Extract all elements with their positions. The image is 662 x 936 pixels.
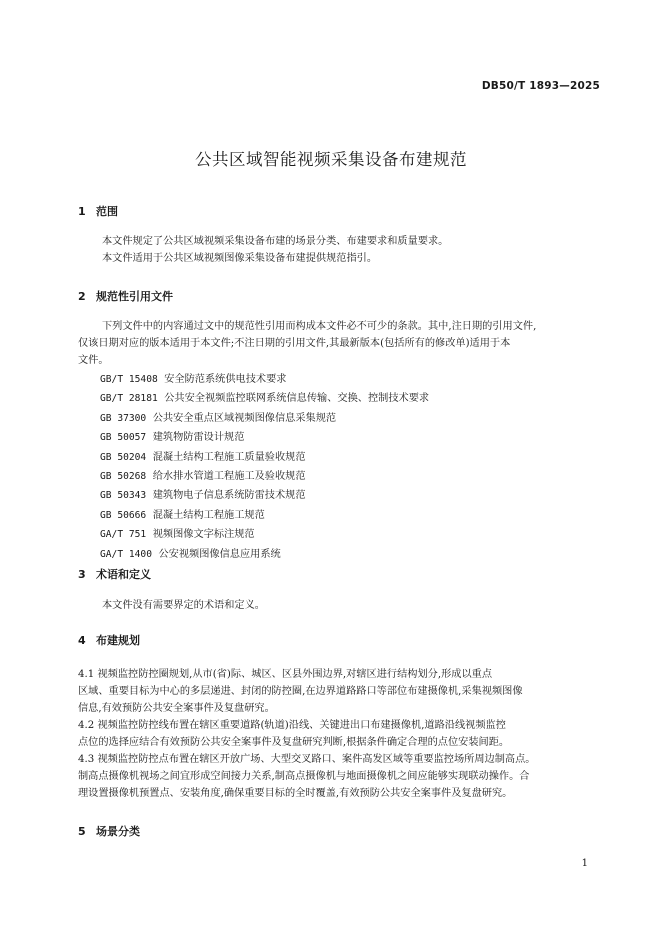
standard-code: DB50/T 1893—2025 — [481, 80, 600, 92]
section-number: 3 — [78, 568, 86, 581]
reference-code: GB 50057 — [100, 432, 147, 444]
section-2-heading — [78, 288, 173, 304]
paragraph: 本文件没有需要界定的术语和定义。 — [102, 600, 265, 611]
reference-code: GB 50204 — [100, 451, 147, 463]
reference-name: 给水排水管道工程施工及验收规范 — [152, 471, 306, 483]
section-number: 2 — [78, 290, 86, 303]
paragraph-line: 4.1 视频监控防控圈规划,从市(省)际、城区、区县外围边界,对辖区进行结构划分,形成以重点 — [78, 669, 493, 680]
paragraph-line: 4.2 视频监控防控线布置在辖区重要道路(轨道)沿线、关键进出口布建摄像机,道路沿线视频监控 — [78, 720, 506, 731]
reference-name: 建筑物防雷设计规范 — [152, 432, 245, 444]
section-1-body — [78, 233, 598, 267]
reference-code: GB/T 28181 — [100, 393, 158, 405]
normative-reference-list — [100, 370, 429, 564]
reference-item — [100, 448, 429, 467]
section-number: 4 — [78, 634, 86, 647]
section-number: 1 — [78, 205, 86, 218]
paragraph-line: 文件。 — [78, 355, 109, 366]
reference-name: 混凝土结构工程施工质量验收规范 — [152, 451, 306, 463]
paragraph-line: 区域、重要目标为中心的多层递进、封闭的防控圈,在边界道路路口等部位布建摄像机,采集视频图像 — [78, 686, 523, 697]
reference-item — [100, 506, 429, 525]
document-title: 公共区域智能视频采集设备布建规范 — [195, 150, 467, 169]
reference-name: 公共安全视频监控联网系统信息传输、交换、控制技术要求 — [164, 393, 430, 405]
clause-4-3 — [78, 751, 598, 802]
reference-code: GA/T 1400 — [100, 548, 152, 560]
reference-name: 公共安全重点区域视频图像信息采集规范 — [152, 412, 337, 424]
paragraph-line: 信息,有效预防公共安全案事件及复盘研究。 — [78, 703, 275, 714]
clause-4-1 — [78, 666, 598, 717]
clause-4-2 — [78, 717, 598, 751]
paragraph-line: 4.3 视频监控防控点布置在辖区开放广场、大型交叉路口、案件高发区域等重要监控场所周边制高点。 — [78, 754, 536, 765]
section-title: 布建规划 — [96, 634, 140, 647]
paragraph-line: 仅该日期对应的版本适用于本文件;不注日期的引用文件,其最新版本(包括所有的修改单)适用于本 — [78, 338, 511, 349]
section-title: 规范性引用文件 — [96, 290, 173, 303]
section-5-heading — [78, 823, 140, 839]
section-number: 5 — [78, 825, 86, 838]
paragraph-line: 点位的选择应结合有效预防公共安全案事件及复盘研究判断,根据条件确定合理的点位安装间距。 — [78, 737, 510, 748]
section-title: 术语和定义 — [96, 568, 151, 581]
paragraph-line: 制高点摄像机视场之间宜形成空间接力关系,制高点摄像机与地面摄像机之间应能够实现联动操作。合 — [78, 771, 530, 782]
paragraph-line: 理设置摄像机预置点、安装角度,确保重要目标的全时覆盖,有效预防公共安全案事件及复盘研究。 — [78, 788, 513, 799]
reference-code: GB 50268 — [100, 471, 147, 483]
reference-item — [100, 525, 429, 544]
paragraph: 本文件适用于公共区域视频图像采集设备布建提供规范指引。 — [102, 253, 378, 264]
reference-item — [100, 370, 429, 389]
reference-item — [100, 428, 429, 447]
section-title: 场景分类 — [96, 825, 140, 838]
reference-code: GB 50666 — [100, 509, 147, 521]
section-1-heading — [78, 203, 118, 219]
reference-name: 建筑物电子信息系统防雷技术规范 — [152, 490, 306, 502]
section-title: 范围 — [96, 205, 118, 218]
reference-item — [100, 389, 429, 408]
reference-name: 安全防范系统供电技术要求 — [164, 374, 287, 385]
reference-item — [100, 409, 429, 428]
section-3-body — [78, 597, 598, 614]
paragraph: 本文件规定了公共区域视频采集设备布建的场景分类、布建要求和质量要求。 — [102, 236, 449, 247]
reference-code: GB 50343 — [100, 490, 147, 502]
reference-name: 公安视频图像信息应用系统 — [158, 548, 281, 560]
reference-item — [100, 545, 429, 564]
section-3-heading — [78, 566, 151, 582]
section-4-body — [78, 666, 598, 802]
reference-name: 视频图像文字标注规范 — [152, 529, 255, 541]
reference-code: GA/T 751 — [100, 529, 147, 541]
paragraph-line: 下列文件中的内容通过文中的规范性引用而构成本文件必不可少的条款。其中,注日期的引用文件, — [102, 321, 537, 332]
section-2-intro — [78, 318, 598, 369]
reference-code: GB/T 15408 — [100, 374, 158, 385]
reference-name: 混凝土结构工程施工规范 — [152, 509, 265, 521]
page-number: 1 — [581, 858, 588, 869]
section-4-heading — [78, 632, 140, 648]
reference-item — [100, 467, 429, 486]
reference-item — [100, 486, 429, 505]
reference-code: GB 37300 — [100, 412, 147, 424]
